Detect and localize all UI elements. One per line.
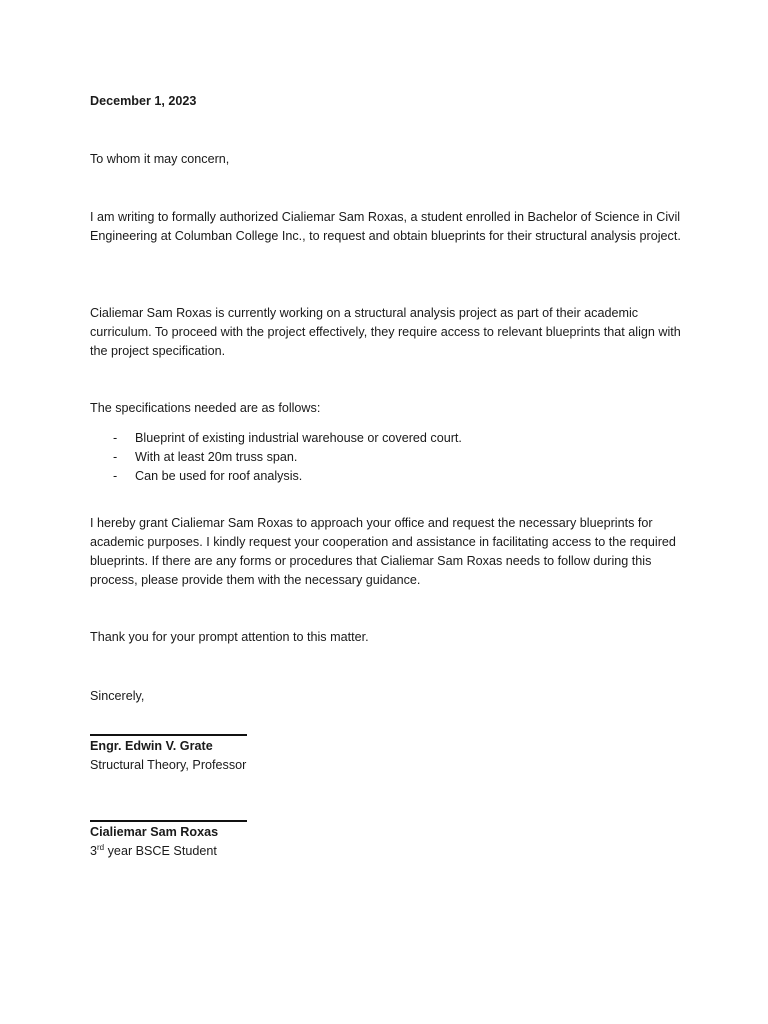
salutation: To whom it may concern, bbox=[90, 152, 230, 166]
specifications-intro: The specifications needed are as follows: bbox=[90, 401, 321, 415]
list-marker: - bbox=[113, 450, 118, 464]
list-item bbox=[90, 448, 690, 467]
closing: Sincerely, bbox=[90, 689, 145, 703]
specification-text: Can be used for roof analysis. bbox=[135, 469, 303, 483]
specifications-list bbox=[90, 429, 690, 486]
signature-line bbox=[90, 734, 247, 736]
signatory-name: Engr. Edwin V. Grate bbox=[90, 739, 213, 753]
paragraph-project-description: Cialiemar Sam Roxas is currently working on a structural analysis project as part of their academic curriculum. To proceed with the project effectively, they require access to relevant blueprints that align with the project specification. bbox=[90, 306, 681, 358]
paragraph-authorization: I am writing to formally authorized Cialiemar Sam Roxas, a student enrolled in Bachelor of Science in Civil Engineering at Columban College Inc., to request and obtain blueprints for their structural analysis project. bbox=[90, 210, 681, 243]
year-number: 3 bbox=[90, 844, 98, 858]
list-marker: - bbox=[113, 469, 118, 483]
specification-text: With at least 20m truss span. bbox=[135, 450, 298, 464]
thank-you-line: Thank you for your prompt attention to this matter. bbox=[90, 630, 369, 644]
signatory-name: Cialiemar Sam Roxas bbox=[90, 825, 219, 839]
list-marker: - bbox=[113, 431, 118, 445]
ordinal-superscript: rd bbox=[97, 842, 105, 852]
letter-date: December 1, 2023 bbox=[90, 94, 197, 108]
signatory-title: Structural Theory, Professor bbox=[90, 758, 247, 772]
signatory-title bbox=[90, 842, 390, 861]
signature-block-student bbox=[90, 820, 390, 861]
specification-text: Blueprint of existing industrial warehouse or covered court. bbox=[135, 431, 462, 445]
title-suffix: year BSCE Student bbox=[104, 844, 217, 858]
paragraph-request: I hereby grant Cialiemar Sam Roxas to approach your office and request the necessary blueprints for academic purposes. I kindly request your cooperation and assistance in facilitating access to the required blueprints. If there are any forms or procedures that Cialiemar Sam Roxas needs to follow during this process, please provide them with the necessary guidance. bbox=[90, 516, 676, 587]
list-item bbox=[90, 429, 690, 448]
signature-block-professor bbox=[90, 734, 390, 775]
list-item bbox=[90, 467, 690, 486]
signature-line bbox=[90, 820, 247, 822]
